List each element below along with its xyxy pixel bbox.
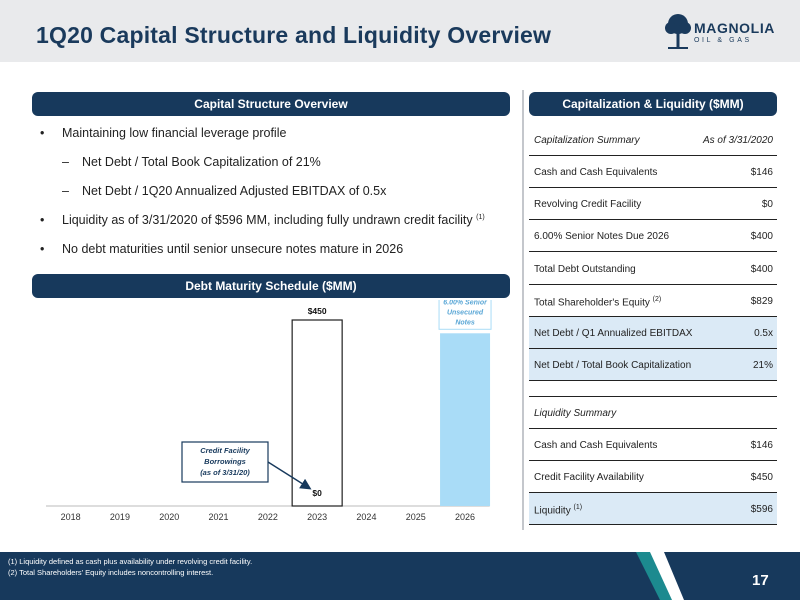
bullet-mark: – xyxy=(62,184,69,198)
row-label-text: 6.00% Senior Notes Due 2026 xyxy=(534,231,670,242)
capital-structure-section-title xyxy=(32,92,510,116)
bullet-text: Maintaining low financial leverage profile xyxy=(62,126,287,140)
bullet-text: Net Debt / Total Book Capitalization of 21% xyxy=(82,155,321,169)
row-label xyxy=(534,360,691,371)
row-label xyxy=(534,296,661,308)
table-row xyxy=(529,429,777,461)
row-value: As of 3/31/2020 xyxy=(702,135,773,146)
footnote-ref: (2) xyxy=(652,296,662,303)
page-number: 17 xyxy=(752,572,769,589)
bullet-text-body: Liquidity as of 3/31/2020 of $596 MM, including fully undrawn credit facility xyxy=(62,213,473,227)
row-value: $596 xyxy=(750,504,773,515)
row-value: $400 xyxy=(750,264,773,275)
debt-maturity-chart xyxy=(32,300,502,530)
x-tick-label: 2026 xyxy=(455,512,476,522)
row-value: $829 xyxy=(750,296,773,307)
capitalization-section-title xyxy=(529,92,777,116)
x-tick-label: 2022 xyxy=(257,512,278,522)
row-label xyxy=(534,504,582,516)
bullet-text: No debt maturities until senior unsecure notes mature in 2026 xyxy=(62,242,404,256)
row-label-text: Credit Facility Availability xyxy=(534,472,644,483)
row-label-text: Capitalization Summary xyxy=(534,135,640,146)
x-tick-label: 2019 xyxy=(109,512,130,522)
table-row xyxy=(529,285,777,317)
row-label-text: Liquidity xyxy=(534,505,571,517)
row-label xyxy=(534,408,616,419)
row-label-text: Liquidity Summary xyxy=(534,408,617,419)
row-label-text: Cash and Cash Equivalents xyxy=(534,440,658,451)
debt-maturity-section-title xyxy=(32,274,510,298)
table-row xyxy=(529,397,777,429)
row-value: $146 xyxy=(750,167,773,178)
row-value: $400 xyxy=(750,231,773,242)
capital-structure-title-text: Capital Structure Overview xyxy=(194,97,348,111)
row-label-text: Net Debt / Total Book Capitalization xyxy=(534,360,692,371)
row-label-text: Net Debt / Q1 Annualized EBITDAX xyxy=(534,328,693,339)
table-row xyxy=(529,253,777,285)
bullet-mark: • xyxy=(40,126,45,140)
debt-maturity-title-text: Debt Maturity Schedule ($MM) xyxy=(185,279,357,293)
row-label-text: Total Debt Outstanding xyxy=(534,264,636,275)
chart-canvas xyxy=(32,300,502,530)
row-label xyxy=(534,135,640,146)
bullet-mark: – xyxy=(62,155,69,169)
row-label xyxy=(534,199,641,210)
table-row xyxy=(529,124,777,156)
section-separator xyxy=(529,396,777,397)
annotation-text: (as of 3/31/20) xyxy=(200,468,250,477)
bar xyxy=(440,333,490,506)
footnote-2: (2) Total Shareholders' Equity includes noncontrolling interest. xyxy=(8,568,214,577)
footnote-ref: (1) xyxy=(573,504,583,511)
bullet-text xyxy=(62,213,485,227)
notes-label-text: 6.00% Senior xyxy=(443,300,487,307)
table-row xyxy=(529,317,777,349)
x-tick-label: 2025 xyxy=(405,512,426,522)
bullet-mark: • xyxy=(40,213,45,227)
logo-subtext: OIL & GAS xyxy=(694,37,752,44)
bullet-text: Net Debt / 1Q20 Annualized Adjusted EBITDAX of 0.5x xyxy=(82,184,387,198)
bullet-mark: • xyxy=(40,242,45,256)
x-tick-label: 2023 xyxy=(307,512,328,522)
row-value: $450 xyxy=(750,472,773,483)
logo-text: MAGNOLIA xyxy=(694,20,776,36)
notes-label-text: Unsecured xyxy=(446,309,484,317)
row-label-text: Total Shareholder's Equity xyxy=(534,297,650,309)
x-tick-label: 2024 xyxy=(356,512,377,522)
page-title: 1Q20 Capital Structure and Liquidity Overview xyxy=(36,22,552,48)
tree-logo-icon xyxy=(664,12,692,52)
company-logo xyxy=(664,10,784,54)
table-row xyxy=(529,188,777,220)
bar xyxy=(292,320,342,506)
bar-value-label: $0 xyxy=(312,488,322,498)
annotation-text: Borrowings xyxy=(204,457,246,466)
column-divider xyxy=(522,90,524,530)
table-row xyxy=(529,220,777,252)
footnote-1: (1) Liquidity defined as cash plus availability under revolving credit facility. xyxy=(8,557,253,566)
table-row xyxy=(529,461,777,493)
row-label xyxy=(534,231,669,242)
capitalization-title-text: Capitalization & Liquidity ($MM) xyxy=(562,97,744,111)
x-tick-label: 2021 xyxy=(208,512,229,522)
row-label xyxy=(534,328,692,339)
row-value: $0 xyxy=(761,199,773,210)
table-row xyxy=(529,493,777,525)
row-value: 21% xyxy=(752,360,773,371)
row-label xyxy=(534,264,636,275)
row-label-text: Revolving Credit Facility xyxy=(534,199,642,210)
x-tick-label: 2020 xyxy=(159,512,180,522)
annotation-text: Credit Facility xyxy=(200,446,250,455)
footnotes xyxy=(8,556,252,578)
footnote-ref: (1) xyxy=(476,213,485,221)
table-row xyxy=(529,349,777,381)
row-label xyxy=(534,167,657,178)
row-label-text: Cash and Cash Equivalents xyxy=(534,167,658,178)
row-value: $146 xyxy=(750,440,773,451)
x-tick-label: 2018 xyxy=(60,512,81,522)
bar-data-label xyxy=(308,300,326,302)
table-row xyxy=(529,156,777,188)
row-label xyxy=(534,440,657,451)
row-value: 0.5x xyxy=(754,328,773,339)
notes-label-text: Notes xyxy=(455,319,475,327)
row-label xyxy=(534,472,644,483)
bar-value-label: $450 xyxy=(307,306,327,316)
